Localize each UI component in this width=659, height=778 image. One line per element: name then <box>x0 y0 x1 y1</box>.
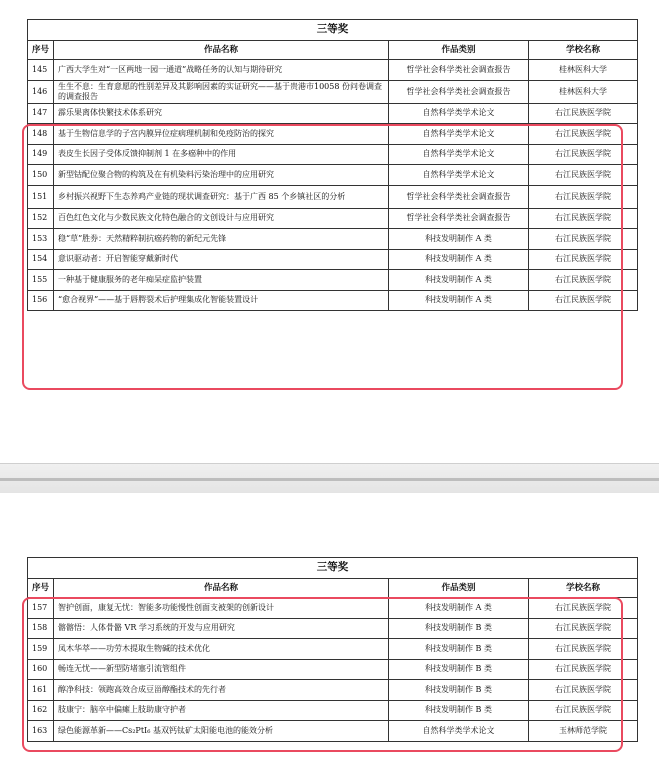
cell-category: 自然科学类学术论文 <box>389 721 529 742</box>
cell-category: 哲学社会科学类社会调查报告 <box>389 60 529 81</box>
cell-name: 凤木华萃——功劳木提取生物碱的技术优化 <box>54 639 389 660</box>
cell-category: 科技发明制作 A 类 <box>389 249 529 270</box>
cell-school: 右江民族医学院 <box>529 208 638 229</box>
cell-no: 152 <box>28 208 54 229</box>
cell-name: 一种基于健康服务的老年痴呆症监护装置 <box>54 270 389 291</box>
cell-name: 霹乐果离体快繁技术体系研究 <box>54 103 389 124</box>
cell-name: 绿色能源革新——Cs₂PtI₆ 基双钙钛矿太阳能电池的能效分析 <box>54 721 389 742</box>
cell-school: 右江民族医学院 <box>529 124 638 145</box>
table-row <box>28 680 638 701</box>
header-category: 作品类别 <box>389 579 529 598</box>
page-divider <box>0 463 659 495</box>
cell-no: 161 <box>28 680 54 701</box>
header-no: 序号 <box>28 41 54 60</box>
cell-no: 159 <box>28 639 54 660</box>
cell-name: 醇净科技：领跑高效合成豆甾醇酯技术的先行者 <box>54 680 389 701</box>
header-category: 作品类别 <box>389 41 529 60</box>
cell-category: 自然科学类学术论文 <box>389 144 529 165</box>
table-row <box>28 270 638 291</box>
cell-school: 右江民族医学院 <box>529 700 638 721</box>
cell-category: 哲学社会科学类社会调查报告 <box>389 185 529 208</box>
cell-no: 147 <box>28 103 54 124</box>
table-row <box>28 249 638 270</box>
table-row <box>28 659 638 680</box>
cell-school: 右江民族医学院 <box>529 618 638 639</box>
cell-name: 智护创面，康复无忧：智能多功能慢性创面支被架的创新设计 <box>54 598 389 619</box>
award-table <box>27 557 638 742</box>
cell-no: 150 <box>28 165 54 186</box>
table-row <box>28 185 638 208</box>
table-row <box>28 700 638 721</box>
cell-category: 科技发明制作 A 类 <box>389 229 529 250</box>
cell-name: 稳“草”胜券：天然精粹制抗癌药物的新纪元先锋 <box>54 229 389 250</box>
cell-no: 155 <box>28 270 54 291</box>
table-title: 三等奖 <box>28 20 638 41</box>
table-row <box>28 290 638 311</box>
cell-name: 肢康宁：脑卒中偏瘫上肢助康守护者 <box>54 700 389 721</box>
cell-school: 右江民族医学院 <box>529 185 638 208</box>
cell-no: 163 <box>28 721 54 742</box>
cell-name: 乡村振兴视野下生态养鸡产业链的现状调查研究：基于广西 85 个乡镇社区的分析 <box>54 185 389 208</box>
cell-no: 146 <box>28 80 54 103</box>
cell-school: 桂林医科大学 <box>529 60 638 81</box>
cell-name: 意识驱动者：开启智能穿戴新时代 <box>54 249 389 270</box>
award-table <box>27 19 638 311</box>
cell-category: 科技发明制作 B 类 <box>389 639 529 660</box>
cell-school: 右江民族医学院 <box>529 229 638 250</box>
header-name: 作品名称 <box>54 579 389 598</box>
header-name: 作品名称 <box>54 41 389 60</box>
table-row <box>28 208 638 229</box>
header-school: 学校名称 <box>529 579 638 598</box>
cell-school: 右江民族医学院 <box>529 165 638 186</box>
table-row <box>28 103 638 124</box>
cell-name: 畅连无忧——新型防堵塞引流管组件 <box>54 659 389 680</box>
cell-category: 哲学社会科学类社会调查报告 <box>389 80 529 103</box>
cell-category: 科技发明制作 A 类 <box>389 598 529 619</box>
cell-school: 右江民族医学院 <box>529 249 638 270</box>
table-row <box>28 60 638 81</box>
cell-name: 髂髂悟：人体骨骼 VR 学习系统的开发与应用研究 <box>54 618 389 639</box>
header-no: 序号 <box>28 579 54 598</box>
cell-category: 科技发明制作 A 类 <box>389 290 529 311</box>
table-row <box>28 229 638 250</box>
cell-no: 151 <box>28 185 54 208</box>
cell-category: 科技发明制作 B 类 <box>389 659 529 680</box>
cell-category: 哲学社会科学类社会调查报告 <box>389 208 529 229</box>
cell-name: 基于生物信息学的子宫内膜异位症病理机制和免疫防治的探究 <box>54 124 389 145</box>
table-row <box>28 618 638 639</box>
cell-category: 自然科学类学术论文 <box>389 103 529 124</box>
cell-school: 右江民族医学院 <box>529 639 638 660</box>
cell-school: 玉林师范学院 <box>529 721 638 742</box>
cell-no: 157 <box>28 598 54 619</box>
cell-school: 右江民族医学院 <box>529 270 638 291</box>
cell-category: 科技发明制作 B 类 <box>389 680 529 701</box>
cell-school: 桂林医科大学 <box>529 80 638 103</box>
cell-name: “愈合视界”——基于唇腭裂术后护理集成化智能装置设计 <box>54 290 389 311</box>
cell-school: 右江民族医学院 <box>529 290 638 311</box>
cell-no: 148 <box>28 124 54 145</box>
cell-school: 右江民族医学院 <box>529 659 638 680</box>
table-row <box>28 639 638 660</box>
cell-no: 158 <box>28 618 54 639</box>
header-school: 学校名称 <box>529 41 638 60</box>
cell-no: 145 <box>28 60 54 81</box>
cell-category: 科技发明制作 B 类 <box>389 618 529 639</box>
cell-category: 科技发明制作 A 类 <box>389 270 529 291</box>
table-row <box>28 124 638 145</box>
table-row <box>28 721 638 742</box>
table-title: 三等奖 <box>28 558 638 579</box>
cell-no: 160 <box>28 659 54 680</box>
cell-category: 自然科学类学术论文 <box>389 124 529 145</box>
cell-name: 百色红色文化与少数民族文化特色融合的文创设计与应用研究 <box>54 208 389 229</box>
cell-name: 新型钴配位聚合物的构筑及在有机染料污染治理中的应用研究 <box>54 165 389 186</box>
cell-school: 右江民族医学院 <box>529 103 638 124</box>
table-row <box>28 144 638 165</box>
table-row <box>28 80 638 103</box>
cell-school: 右江民族医学院 <box>529 680 638 701</box>
cell-no: 149 <box>28 144 54 165</box>
cell-school: 右江民族医学院 <box>529 144 638 165</box>
cell-category: 自然科学类学术论文 <box>389 165 529 186</box>
cell-no: 162 <box>28 700 54 721</box>
document-page-bottom <box>0 493 659 778</box>
cell-category: 科技发明制作 B 类 <box>389 700 529 721</box>
cell-name: 生生不息：生育意愿的性别差异及其影响因素的实证研究——基于贵港市10058 份问卷调查的调查报告 <box>54 80 389 103</box>
cell-name: 广西大学生对“一区两地一园一通道”战略任务的认知与期待研究 <box>54 60 389 81</box>
table-row <box>28 598 638 619</box>
cell-name: 表皮生长因子受体反馈抑制剂 1 在多癌种中的作用 <box>54 144 389 165</box>
table-row <box>28 165 638 186</box>
cell-school: 右江民族医学院 <box>529 598 638 619</box>
cell-no: 153 <box>28 229 54 250</box>
cell-no: 154 <box>28 249 54 270</box>
cell-no: 156 <box>28 290 54 311</box>
